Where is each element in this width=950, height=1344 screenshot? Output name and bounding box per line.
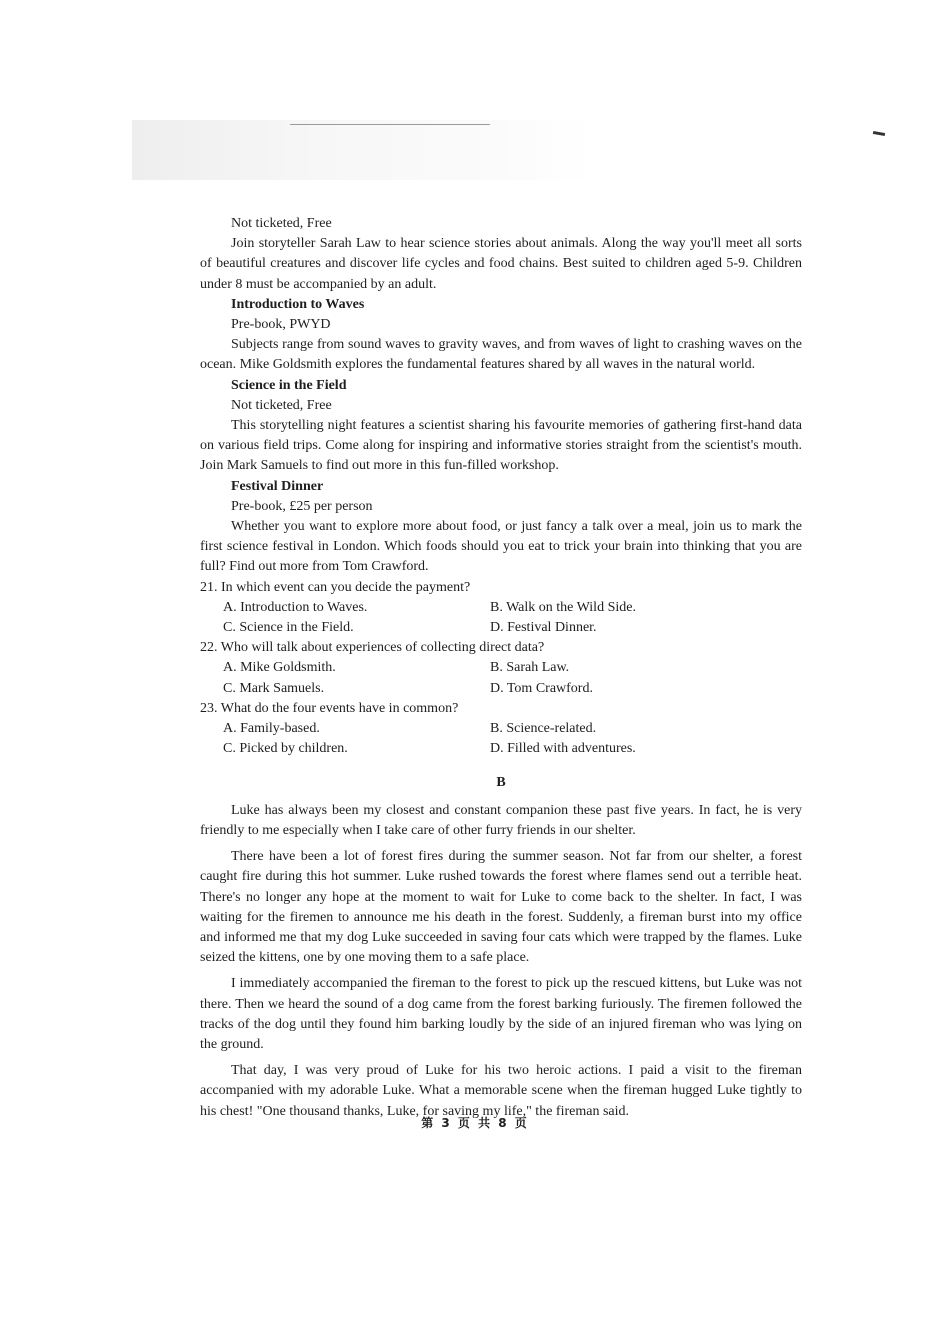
question-stem: 22. Who will talk about experiences of collecting direct data? xyxy=(200,640,545,656)
page-content xyxy=(200,214,802,1122)
question-stem: 23. What do the four events have in common? xyxy=(200,700,459,716)
page-number: 第 3 页 共 8 页 xyxy=(421,1116,529,1130)
question-options xyxy=(200,719,802,739)
event-title-field: Science in the Field xyxy=(231,377,347,393)
scan-shadow xyxy=(132,120,592,180)
question-options xyxy=(200,618,802,638)
option-d: D. Tom Crawford. xyxy=(490,680,593,696)
question-stem: 21. In which event can you decide the payment? xyxy=(200,579,471,595)
header-rule xyxy=(290,124,490,125)
event-description: Join storyteller Sarah Law to hear science stories about animals. Along the way you'll meet all sorts of beautiful creatures and discover life cycles and food chains. Best suited to children aged 5-9. Children under 8 must be accompanied by an adult. xyxy=(200,236,802,292)
scan-mark xyxy=(873,131,885,136)
option-c: C. Science in the Field. xyxy=(223,620,354,636)
event-description: Subjects range from sound waves to gravity waves, and from waves of light to crashing waves on the ocean. Mike Goldsmith explores the fundamental features shared by all waves in the natural world. xyxy=(200,337,802,373)
option-d: D. Festival Dinner. xyxy=(490,620,597,636)
event-title-waves: Introduction to Waves xyxy=(231,296,365,312)
option-a: A. Introduction to Waves. xyxy=(223,599,368,615)
option-a: A. Family-based. xyxy=(223,721,320,737)
option-b: B. Sarah Law. xyxy=(490,660,570,676)
event-ticket-info: Pre-book, £25 per person xyxy=(231,498,373,514)
question-options xyxy=(200,679,802,699)
passage-paragraph: That day, I was very proud of Luke for his two heroic actions. I paid a visit to the fireman accompanied with my adorable Luke. What a memorable scene when the fireman hugged Luke tightly to his chest! "One thousand thanks, Luke, for saving my life," the fireman said. xyxy=(200,1063,802,1119)
option-d: D. Filled with adventures. xyxy=(490,741,636,757)
question-options xyxy=(200,598,802,618)
option-c: C. Picked by children. xyxy=(223,741,348,757)
option-b: B. Science-related. xyxy=(490,721,597,737)
question-options xyxy=(200,658,802,678)
passage-paragraph: There have been a lot of forest fires during the summer season. Not far from our shelter, a forest caught fire during this hot summer. Luke rushed towards the forest where flames send out a terrible heat. There's no longer any hope at the moment to wait for Luke to come back to the shelter. In fact, I was waiting for the firemen to announce me his death in the forest. Suddenly, a fireman burst into my office and informed me that my dog Luke succeeded in saving four cats which were trapped by the flames. Luke seized the kittens, one by one moving them to a safe place. xyxy=(200,849,802,966)
passage-paragraph: Luke has always been my closest and constant companion these past five years. In fact, he is very friendly to me especially when I take care of other furry friends in our shelter. xyxy=(200,802,802,838)
question-options xyxy=(200,739,802,759)
option-a: A. Mike Goldsmith. xyxy=(223,660,336,676)
section-label-b: B xyxy=(496,775,506,791)
event-title-dinner: Festival Dinner xyxy=(231,478,324,494)
option-b: B. Walk on the Wild Side. xyxy=(490,599,636,615)
event-ticket-info: Pre-book, PWYD xyxy=(231,317,331,333)
option-c: C. Mark Samuels. xyxy=(223,680,325,696)
passage-paragraph: I immediately accompanied the fireman to the forest to pick up the rescued kittens, but Luke was not there. Then we heard the sound of a dog came from the forest barking furiously. The firemen followed the tracks of the dog until they found him barking loudly by the side of an injured fireman who was lying on the ground. xyxy=(200,976,802,1052)
event-ticket-info: Not ticketed, Free xyxy=(231,397,332,413)
event-description: Whether you want to explore more about food, or just fancy a talk over a meal, join us to mark the first science festival in London. Which foods should you eat to trick your brain into thinking that you are full? Find out more from Tom Crawford. xyxy=(200,519,802,575)
event-description: This storytelling night features a scientist sharing his favourite memories of gathering first-hand data on various field trips. Come along for inspiring and informative stories straight from the scientist's mouth. Join Mark Samuels to find out more in this fun-filled workshop. xyxy=(200,418,802,474)
event-ticket-info: Not ticketed, Free xyxy=(231,216,332,231)
